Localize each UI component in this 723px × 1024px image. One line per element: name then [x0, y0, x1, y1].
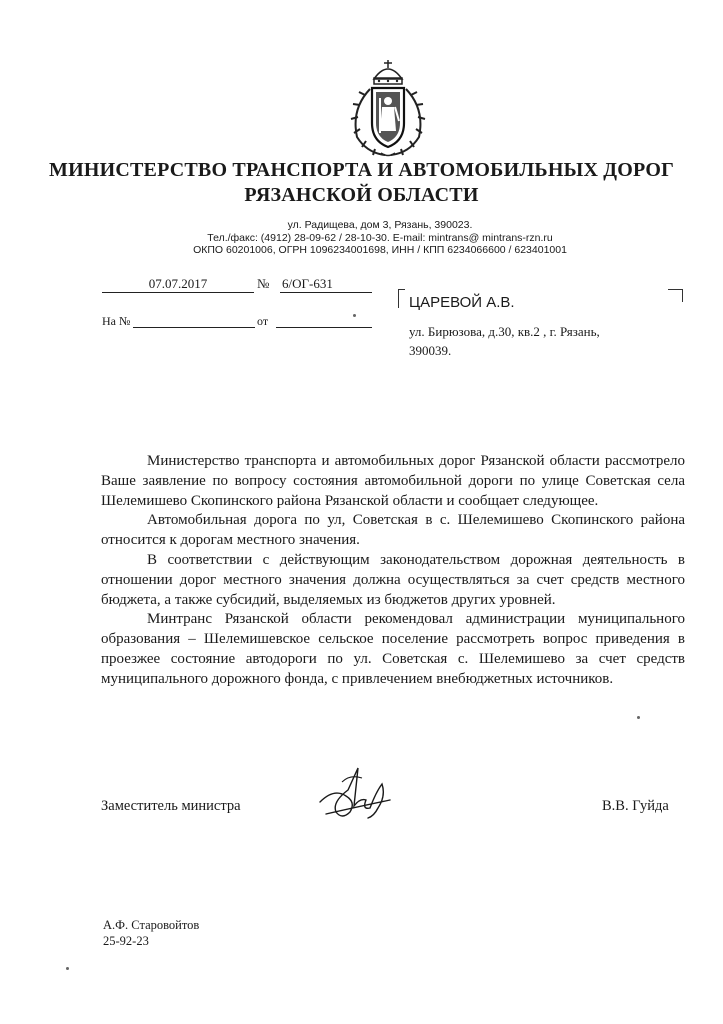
- address-corner-right: [668, 289, 683, 302]
- ministry-address: ул. Радищева, дом 3, Рязань, 390023.: [287, 219, 473, 231]
- outgoing-number: 6/ОГ-631: [280, 275, 372, 293]
- ministry-title-line1: МИНИСТЕРСТВО ТРАНСПОРТА И АВТОМОБИЛЬНЫХ ДОРОГ: [49, 159, 674, 181]
- reply-to-date-line: [276, 327, 372, 328]
- executor-phone: 25-92-23: [103, 934, 149, 948]
- executor-name: А.Ф. Старовойтов: [103, 918, 200, 932]
- ministry-phone-email: Тел./факс: (4912) 28-09-62 / 28-10-30. E-mail: mintrans@ mintrans-rzn.ru: [207, 231, 553, 244]
- scan-speck: [66, 967, 69, 970]
- reply-to-label: На №: [102, 314, 131, 328]
- scan-speck: [353, 314, 356, 317]
- recipient-address-line2: 390039.: [409, 343, 452, 358]
- outgoing-date: 07.07.2017: [102, 275, 254, 293]
- ministry-title: [0, 158, 723, 208]
- recipient-name: ЦАРЕВОЙ А.В.: [409, 294, 515, 311]
- reply-to-number-line: [133, 327, 255, 328]
- ministry-registry-codes: ОКПО 60201006, ОГРН 1096234001698, ИНН / КПП 6234066600 / 623401001: [193, 244, 567, 256]
- signer-name: В.В. Гуйда: [602, 798, 669, 814]
- signer-position: Заместитель министра: [101, 798, 241, 814]
- outgoing-number-label: №: [257, 276, 270, 291]
- ministry-title-line2: РЯЗАНСКОЙ ОБЛАСТИ: [244, 184, 479, 206]
- scan-speck: [637, 716, 640, 719]
- recipient-address: [409, 322, 669, 360]
- body-paragraph-4: Минтранс Рязанской области рекомендовал администрации муниципального образования – Шелемишевское сельское поселение рассмотреть вопрос приведения в проезжее состояние автодороги по ул. Советская с. Шелемишево за счет средств муниципального дорожного фонда, с привлечением внебюджетных источников.: [101, 611, 685, 687]
- body-paragraph-1: Министерство транспорта и автомобильных дорог Рязанской области рассмотрело Ваше заявление по вопросу состояния автомобильной дороги по улице Советская села Шелемишево Скопинского района Рязанской области и сообщает следующее.: [101, 453, 685, 509]
- reply-to-from-label: от: [257, 314, 269, 328]
- letter-body: [101, 452, 685, 690]
- address-corner-left: [398, 289, 405, 308]
- handwritten-signature-icon: [312, 762, 396, 832]
- body-paragraph-2: Автомобильная дорога по ул, Советская в с. Шелемишево Скопинского района относится к дорогам местного значения.: [101, 512, 685, 549]
- ryazan-coat-of-arms-icon: [343, 57, 433, 159]
- recipient-address-line1: ул. Бирюзова, д.30, кв.2 , г. Рязань,: [409, 324, 600, 339]
- executor-block: [103, 917, 199, 949]
- ministry-contacts: [140, 219, 620, 257]
- body-paragraph-3: В соответствии с действующим законодательством дорожная деятельность в отношении дорог местного значения должна осуществляться за счет средств местного бюджета, а также субсидий, выделяемых из бюджетов других уровней.: [101, 551, 685, 608]
